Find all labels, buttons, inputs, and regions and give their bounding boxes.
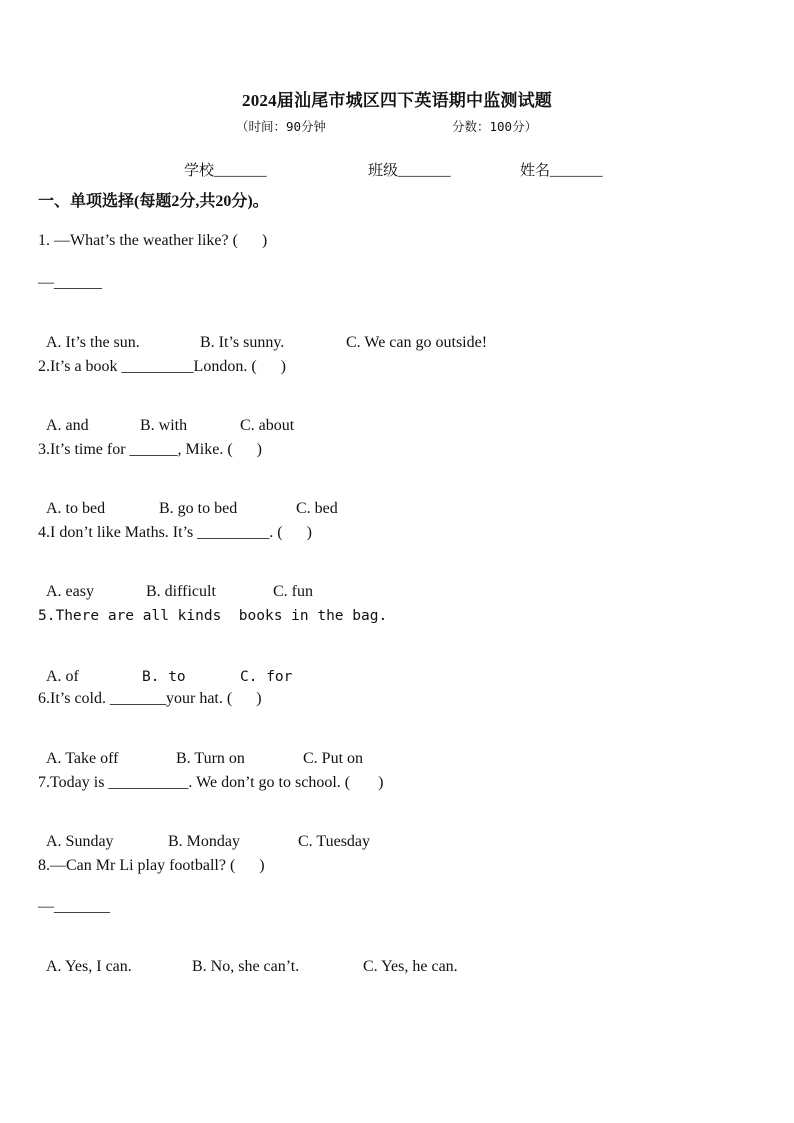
- question-options: [38, 482, 338, 518]
- option-c: C. for: [240, 669, 293, 685]
- question-stem: 8.—Can Mr Li play football? ( ): [38, 857, 265, 874]
- question-stem: 5.There are all kinds books in the bag.: [38, 608, 388, 624]
- question-options: [38, 565, 313, 601]
- question-options: [38, 650, 292, 686]
- option-b: B. It’s sunny.: [200, 334, 285, 351]
- question-stem: 2.It’s a book _________London. ( ): [38, 358, 286, 375]
- option-a: A. Yes, I can.: [46, 958, 132, 975]
- question-options: [38, 940, 458, 976]
- answer-line: —______: [38, 274, 102, 291]
- option-b: B. to: [142, 669, 186, 685]
- question-stem: 7.Today is __________. We don’t go to school. ( ): [38, 774, 384, 791]
- option-a: A. of: [46, 668, 79, 685]
- question-stem: 1. —What’s the weather like? ( ): [38, 232, 268, 249]
- question-options: [38, 815, 370, 851]
- option-c: C. fun: [273, 583, 313, 600]
- option-a: A. easy: [46, 583, 94, 600]
- question-stem: 3.It’s time for ______, Mike. ( ): [38, 441, 262, 458]
- answer-line: —_______: [38, 898, 110, 915]
- school-field[interactable]: 学校_______: [184, 163, 267, 179]
- option-b: B. Monday: [168, 833, 240, 850]
- option-c: C. bed: [296, 500, 338, 517]
- option-a: A. and: [46, 417, 89, 434]
- question-options: [38, 732, 363, 768]
- option-c: C. Yes, he can.: [363, 958, 458, 975]
- question-options: [38, 316, 487, 352]
- option-a: A. Sunday: [46, 833, 114, 850]
- option-a: A. It’s the sun.: [46, 334, 140, 351]
- option-c: C. We can go outside!: [346, 334, 488, 351]
- question-options: [38, 399, 294, 435]
- option-c: C. Tuesday: [298, 833, 371, 850]
- class-field[interactable]: 班级_______: [368, 163, 451, 179]
- question-stem: 6.It’s cold. _______your hat. ( ): [38, 690, 262, 707]
- option-b: B. Turn on: [176, 750, 245, 767]
- option-b: B. No, she can’t.: [192, 958, 300, 975]
- option-a: A. to bed: [46, 500, 106, 517]
- option-b: B. with: [140, 417, 188, 434]
- page-title: 2024届汕尾市城区四下英语期中监测试题: [242, 91, 552, 110]
- option-a: A. Take off: [46, 750, 119, 767]
- option-b: B. go to bed: [159, 500, 238, 517]
- option-c: C. about: [240, 417, 295, 434]
- exam-score: 分数：100分）: [452, 119, 538, 134]
- section-heading: 一、单项选择(每题2分,共20分)。: [38, 193, 269, 210]
- question-stem: 4.I don’t like Maths. It’s _________. ( ): [38, 524, 312, 541]
- exam-time: （时间：90分钟: [236, 119, 327, 134]
- name-field[interactable]: 姓名_______: [520, 163, 603, 179]
- option-b: B. difficult: [146, 583, 216, 600]
- option-c: C. Put on: [303, 750, 364, 767]
